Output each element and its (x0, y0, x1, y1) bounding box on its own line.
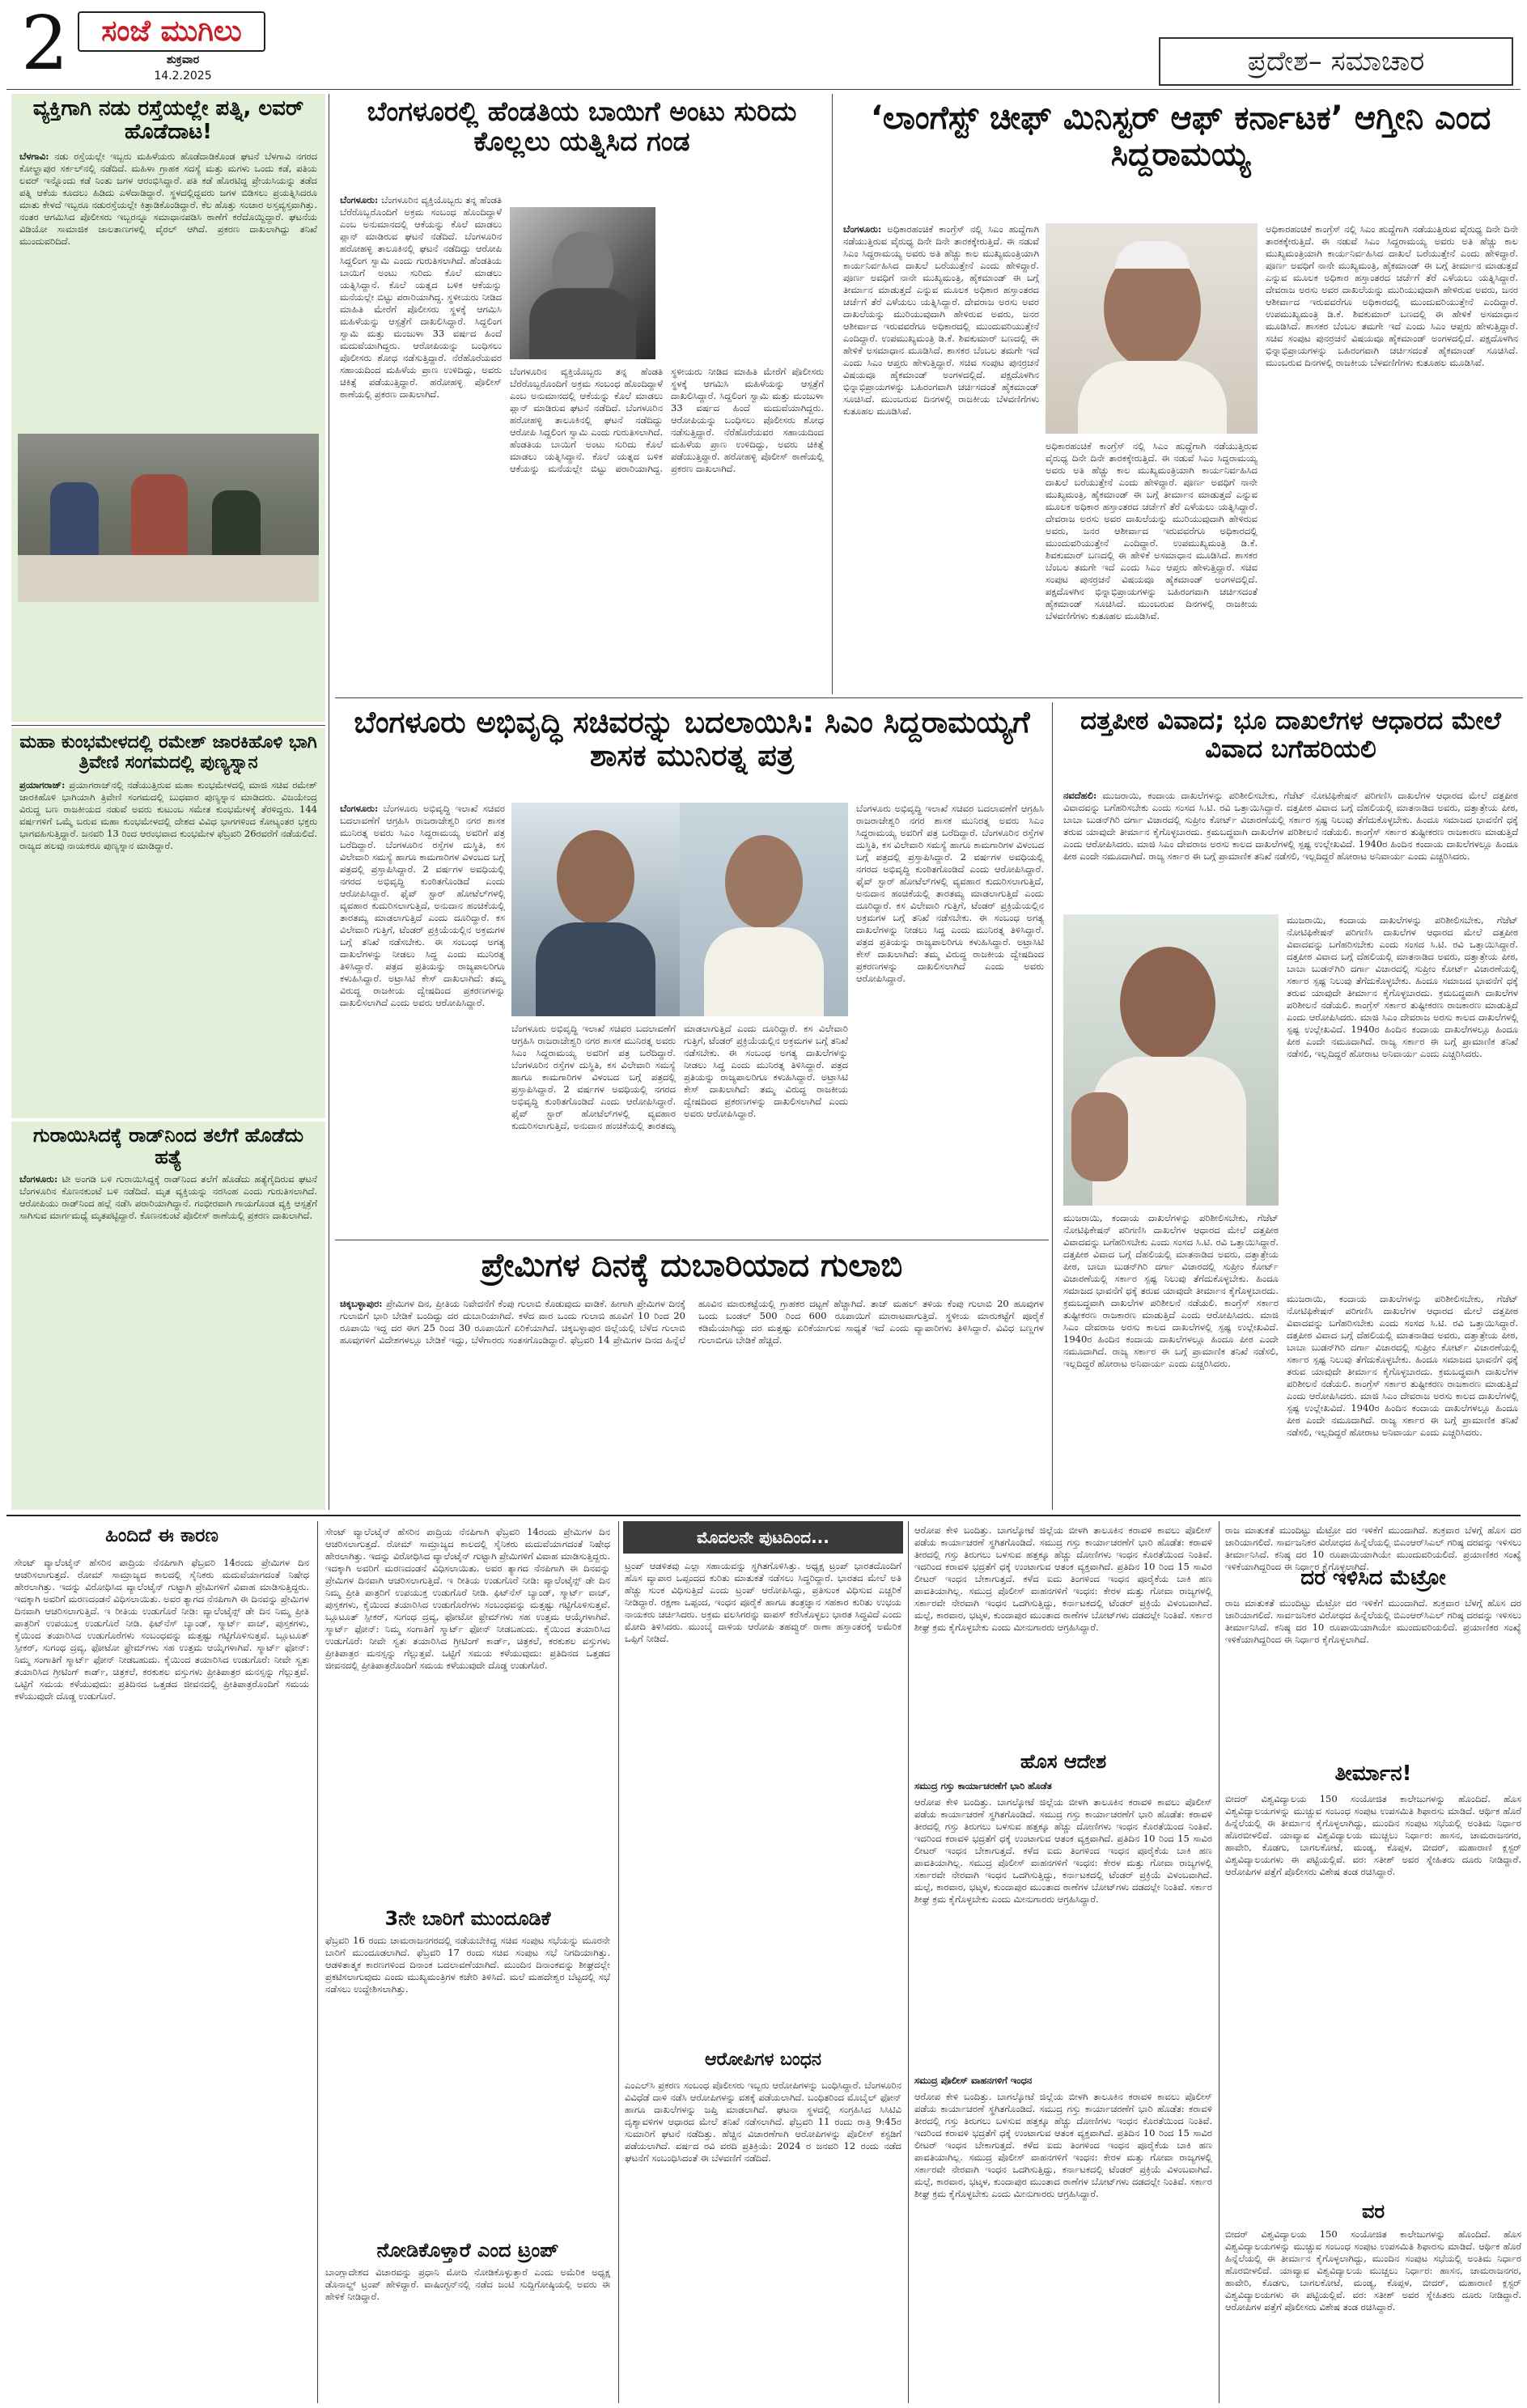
story-7-text-d: ಮುಜರಾಯಿ, ಕಂದಾಯ ದಾಖಲೆಗಳನ್ನು ಪರಿಶೀಲಿಸಬೇಕು, ಗೆಜೆಟ್ ನೋಟಿಫಿಕೇಷನ್ ಪರಿಗಣಿಸಿ ದಾಖಲೆಗಳ ಆಧಾರದ ಮೇಲೆ ದತ್ತಪೀಠ ವಿವಾದವನ್ನು ಬಗೆಹರಿಸಬೇಕು ಎಂದು ಸಂಸದ ಸಿ.ಟಿ. ರವಿ ಒತ್ತಾಯಿಸಿದ್ದಾರೆ. ದತ್ತಪೀಠ ವಿವಾದ ಬಗ್ಗೆ ದೆಹಲಿಯಲ್ಲಿ ಮಾತನಾಡಿದ ಅವರು, ದತ್ತಾತ್ರೇಯ ಪೀಠ, ಬಾಬಾ ಬುಡನ್‌ಗಿರಿ ದರ್ಗಾ ವಿಚಾರದಲ್ಲಿ ಸುಪ್ರೀಂ ಕೋರ್ಟ್ ವಿಚಾರಣೆಯಲ್ಲಿ ಸರ್ಕಾರ ಸ್ಪಷ್ಟ ನಿಲುವು ತೆಗೆದುಕೊಳ್ಳಬೇಕು. ಹಿಂದೂ ಸಮಾಜದ ಭಾವನೆಗೆ ಧಕ್ಕೆ ತರುವ ಯಾವುದೇ ತೀರ್ಮಾನ ಕೈಗೊಳ್ಳಬಾರದು. ಕ್ರಮಬದ್ಧವಾಗಿ ದಾಖಲೆಗಳ ಪರಿಶೀಲನೆ ನಡೆಯಲಿ. ಕಾಂಗ್ರೆಸ್ ಸರ್ಕಾರ ತುಷ್ಟೀಕರಣ ರಾಜಕಾರಣ ಮಾಡುತ್ತಿದೆ ಎಂದು ಆರೋಪಿಸಿದರು. ಮಾಜಿ ಸಿಎಂ ದೇವರಾಜ ಅರಸು ಕಾಲದ ದಾಖಲೆಗಳಲ್ಲಿ ಸ್ಪಷ್ಟ ಉಲ್ಲೇಖವಿದೆ. 1940ರ ಹಿಂದಿನ ಕಂದಾಯ ದಾಖಲೆಗಳಲ್ಲೂ ಹಿಂದೂ ಪೀಠ ಎಂದೇ ನಮೂದಾಗಿದೆ. ರಾಜ್ಯ ಸರ್ಕಾರ ಈ ಬಗ್ಗೆ ಪ್ರಾಮಾಣಿಕ ತನಿಖೆ ನಡೆಸಲಿ, ಇಲ್ಲದಿದ್ದರೆ ಹೋರಾಟ ಅನಿವಾರ್ಯ ಎಂದು ಎಚ್ಚರಿಸಿದರು. (1287, 1293, 1518, 1438)
story-6-headline: ಬೆಂಗಳೂರು ಅಭಿವೃದ್ಧಿ ಸಚಿವರನ್ನು ಬದಲಾಯಿಸಿ: ಸಿಎಂ ಸಿದ್ದರಾಮಯ್ಯಗೆ ಶಾಸಕ ಮುನಿರತ್ನ ಪತ್ರ (354, 705, 1030, 774)
story-1 (11, 94, 325, 722)
story-8-headline: ಪ್ರೇಮಿಗಳ ದಿನಕ್ಕೆ ದುಬಾರಿಯಾದ ಗುಲಾಬಿ (481, 1247, 903, 1284)
story-7-text: ಮುಜರಾಯಿ, ಕಂದಾಯ ದಾಖಲೆಗಳನ್ನು ಪರಿಶೀಲಿಸಬೇಕು, ಗೆಜೆಟ್ ನೋಟಿಫಿಕೇಷನ್ ಪರಿಗಣಿಸಿ ದಾಖಲೆಗಳ ಆಧಾರದ ಮೇಲೆ ದತ್ತಪೀಠ ವಿವಾದವನ್ನು ಬಗೆಹರಿಸಬೇಕು ಎಂದು ಸಂಸದ ಸಿ.ಟಿ. ರವಿ ಒತ್ತಾಯಿಸಿದ್ದಾರೆ. ದತ್ತಪೀಠ ವಿವಾದ ಬಗ್ಗೆ ದೆಹಲಿಯಲ್ಲಿ ಮಾತನಾಡಿದ ಅವರು, ದತ್ತಾತ್ರೇಯ ಪೀಠ, ಬಾಬಾ ಬುಡನ್‌ಗಿರಿ ದರ್ಗಾ ವಿಚಾರದಲ್ಲಿ ಸುಪ್ರೀಂ ಕೋರ್ಟ್ ವಿಚಾರಣೆಯಲ್ಲಿ ಸರ್ಕಾರ ಸ್ಪಷ್ಟ ನಿಲುವು ತೆಗೆದುಕೊಳ್ಳಬೇಕು. ಹಿಂದೂ ಸಮಾಜದ ಭಾವನೆಗೆ ಧಕ್ಕೆ ತರುವ ಯಾವುದೇ ತೀರ್ಮಾನ ಕೈಗೊಳ್ಳಬಾರದು. ಕ್ರಮಬದ್ಧವಾಗಿ ದಾಖಲೆಗಳ ಪರಿಶೀಲನೆ ನಡೆಯಲಿ. ಕಾಂಗ್ರೆಸ್ ಸರ್ಕಾರ ತುಷ್ಟೀಕರಣ ರಾಜಕಾರಣ ಮಾಡುತ್ತಿದೆ ಎಂದು ಆರೋಪಿಸಿದರು. ಮಾಜಿ ಸಿಎಂ ದೇವರಾಜ ಅರಸು ಕಾಲದ ದಾಖಲೆಗಳಲ್ಲಿ ಸ್ಪಷ್ಟ ಉಲ್ಲೇಖವಿದೆ. 1940ರ ಹಿಂದಿನ ಕಂದಾಯ ದಾಖಲೆಗಳಲ್ಲೂ ಹಿಂದೂ ಪೀಠ ಎಂದೇ ನಮೂದಾಗಿದೆ. ರಾಜ್ಯ ಸರ್ಕಾರ ಈ ಬಗ್ಗೆ ಪ್ರಾಮಾಣಿಕ ತನಿಖೆ ನಡೆಸಲಿ, ಇಲ್ಲದಿದ್ದರೆ ಹೋರಾಟ ಅನಿವಾರ್ಯ ಎಂದು ಎಚ್ಚರಿಸಿದರು. (1063, 790, 1519, 862)
story-6-body-b (511, 1023, 848, 1232)
story-13-subhead-2 (914, 2075, 1212, 2089)
story-3 (838, 94, 1523, 694)
story-6-body-a (340, 803, 505, 1232)
story-11 (322, 2236, 613, 2403)
paper-logo (78, 11, 265, 52)
story-7-text-b: ಮುಜರಾಯಿ, ಕಂದಾಯ ದಾಖಲೆಗಳನ್ನು ಪರಿಶೀಲಿಸಬೇಕು, ಗೆಜೆಟ್ ನೋಟಿಫಿಕೇಷನ್ ಪರಿಗಣಿಸಿ ದಾಖಲೆಗಳ ಆಧಾರದ ಮೇಲೆ ದತ್ತಪೀಠ ವಿವಾದವನ್ನು ಬಗೆಹರಿಸಬೇಕು ಎಂದು ಸಂಸದ ಸಿ.ಟಿ. ರವಿ ಒತ್ತಾಯಿಸಿದ್ದಾರೆ. ದತ್ತಪೀಠ ವಿವಾದ ಬಗ್ಗೆ ದೆಹಲಿಯಲ್ಲಿ ಮಾತನಾಡಿದ ಅವರು, ದತ್ತಾತ್ರೇಯ ಪೀಠ, ಬಾಬಾ ಬುಡನ್‌ಗಿರಿ ದರ್ಗಾ ವಿಚಾರದಲ್ಲಿ ಸುಪ್ರೀಂ ಕೋರ್ಟ್ ವಿಚಾರಣೆಯಲ್ಲಿ ಸರ್ಕಾರ ಸ್ಪಷ್ಟ ನಿಲುವು ತೆಗೆದುಕೊಳ್ಳಬೇಕು. ಹಿಂದೂ ಸಮಾಜದ ಭಾವನೆಗೆ ಧಕ್ಕೆ ತರುವ ಯಾವುದೇ ತೀರ್ಮಾನ ಕೈಗೊಳ್ಳಬಾರದು. ಕ್ರಮಬದ್ಧವಾಗಿ ದಾಖಲೆಗಳ ಪರಿಶೀಲನೆ ನಡೆಯಲಿ. ಕಾಂಗ್ರೆಸ್ ಸರ್ಕಾರ ತುಷ್ಟೀಕರಣ ರಾಜಕಾರಣ ಮಾಡುತ್ತಿದೆ ಎಂದು ಆರೋಪಿಸಿದರು. ಮಾಜಿ ಸಿಎಂ ದೇವರಾಜ ಅರಸು ಕಾಲದ ದಾಖಲೆಗಳಲ್ಲಿ ಸ್ಪಷ್ಟ ಉಲ್ಲೇಖವಿದೆ. 1940ರ ಹಿಂದಿನ ಕಂದಾಯ ದಾಖಲೆಗಳಲ್ಲೂ ಹಿಂದೂ ಪೀಠ ಎಂದೇ ನಮೂದಾಗಿದೆ. ರಾಜ್ಯ ಸರ್ಕಾರ ಈ ಬಗ್ಗೆ ಪ್ರಾಮಾಣಿಕ ತನಿಖೆ ನಡೆಸಲಿ, ಇಲ್ಲದಿದ್ದರೆ ಹೋರಾಟ ಅನಿವಾರ್ಯ ಎಂದು ಎಚ್ಚರಿಸಿದರು. (1287, 914, 1518, 1059)
continued-title: ಮೊದಲನೇ ಪುಟದಿಂದ... (697, 1528, 829, 1547)
story-6-text: ಬೆಂಗಳೂರು ಅಭಿವೃದ್ಧಿ ಇಲಾಖೆ ಸಚಿವರ ಬದಲಾವಣೆಗೆ ಆಗ್ರಹಿಸಿ ರಾಜರಾಜೇಶ್ವರಿ ನಗರ ಶಾಸಕ ಮುನಿರತ್ನ ಅವರು ಸಿಎಂ ಸಿದ್ದರಾಮಯ್ಯ ಅವರಿಗೆ ಪತ್ರ ಬರೆದಿದ್ದಾರೆ. ಬೆಂಗಳೂರಿನ ರಸ್ತೆಗಳ ದುಸ್ಥಿತಿ, ಕಸ ವಿಲೇವಾರಿ ಸಮಸ್ಯೆ ಹಾಗೂ ಕಾಮಗಾರಿಗಳ ವಿಳಂಬದ ಬಗ್ಗೆ ಪತ್ರದಲ್ಲಿ ಪ್ರಸ್ತಾಪಿಸಿದ್ದಾರೆ. 2 ವರ್ಷಗಳ ಅವಧಿಯಲ್ಲಿ ನಗರದ ಅಭಿವೃದ್ಧಿ ಕುಂಠಿತಗೊಂಡಿದೆ ಎಂದು ಆರೋಪಿಸಿದ್ದಾರೆ. ಫೈವ್ ಸ್ಟಾರ್ ಹೋಟೆಲ್‌ಗಳಲ್ಲಿ ವ್ಯವಹಾರ ಕುದುರಿಸಲಾಗುತ್ತಿದೆ, ಅನುದಾನ ಹಂಚಿಕೆಯಲ್ಲಿ ತಾರತಮ್ಯ ಮಾಡಲಾಗುತ್ತಿದೆ ಎಂದು ದೂರಿದ್ದಾರೆ. ಕಸ ವಿಲೇವಾರಿ ಗುತ್ತಿಗೆ, ಟೆಂಡರ್ ಪ್ರಕ್ರಿಯೆಯಲ್ಲಿನ ಅಕ್ರಮಗಳ ಬಗ್ಗೆ ತನಿಖೆ ನಡೆಸಬೇಕು. ಈ ಸಂಬಂಧ ಅಗತ್ಯ ದಾಖಲೆಗಳನ್ನು ನೀಡಲು ಸಿದ್ಧ ಎಂದು ಮುನಿರತ್ನ ತಿಳಿಸಿದ್ದಾರೆ. ಪತ್ರದ ಪ್ರತಿಯನ್ನು ರಾಜ್ಯಪಾಲರಿಗೂ ಕಳುಹಿಸಿದ್ದಾರೆ. ಅಟ್ರಾಸಿಟಿ ಕೇಸ್ ದಾಖಲಾಗಿದೆ: ತಮ್ಮ ವಿರುದ್ಧ ರಾಜಕೀಯ ದ್ವೇಷದಿಂದ ಪ್ರಕರಣಗಳನ್ನು ದಾಖಲಿಸಲಾಗಿದೆ ಎಂದು ಅವರು ಆರೋಪಿಸಿದ್ದಾರೆ. (340, 803, 506, 1008)
story-3-photo (1046, 223, 1258, 434)
story-14-body-b (1225, 1597, 1521, 1759)
story-7-body-a (1063, 790, 1518, 908)
story-2-photo (510, 207, 655, 359)
story-2-dateline: ಬೆಂಗಳೂರು: (340, 194, 379, 206)
story-1-dateline: ಬೆಳಗಾವಿ: (19, 150, 49, 163)
story-8-text: ಪ್ರೇಮಿಗಳ ದಿನ, ಪ್ರೀತಿಯ ನಿವೇದನೆಗೆ ಕೆಂಪು ಗುಲಾಬಿ ಕೊಡುವುದು ವಾಡಿಕೆ. ಹೀಗಾಗಿ ಪ್ರೇಮಿಗಳ ದಿನಕ್ಕೆ ಗುಲಾಬಿಗೆ ಭಾರಿ ಬೇಡಿಕೆ ಬಂದಿದ್ದು ದರ ದುಬಾರಿಯಾಗಿದೆ. ಕಳೆದ ವಾರ ಒಂದು ಗುಲಾಬಿ ಹೂವಿಗೆ 10 ರಿಂದ 20 ರೂಪಾಯಿ ಇದ್ದ ದರ ಈಗ 25 ರಿಂದ 30 ರೂಪಾಯಿಗೆ ಏರಿಕೆಯಾಗಿದೆ. ಚಿಕ್ಕಬಳ್ಳಾಪುರ ಜಿಲ್ಲೆಯಲ್ಲಿ ಬೆಳೆದ ಗುಲಾಬಿ ಹೂವುಗಳಿಗೆ ವಿದೇಶಗಳಲ್ಲೂ ಬೇಡಿಕೆ ಇದ್ದು, ಬೆಳೆಗಾರರು ಸಂತಸಗೊಂಡಿದ್ದಾರೆ. ಫೆಬ್ರವರಿ 14 ಪ್ರೇಮಿಗಳ ದಿನದ ಹಿನ್ನೆಲೆ ಹೂವಿನ ಮಾರುಕಟ್ಟೆಯಲ್ಲಿ ಗ್ರಾಹಕರ ದಟ್ಟಣೆ ಹೆಚ್ಚಾಗಿದೆ. ತಾಜ್ ಮಹಲ್ ತಳಿಯ ಕೆಂಪು ಗುಲಾಬಿ 20 ಹೂವುಗಳ ಒಂದು ಬಂಡಲ್ 500 ರಿಂದ 600 ರೂಪಾಯಿಗೆ ಮಾರಾಟವಾಗುತ್ತಿದೆ. ಸ್ಥಳೀಯ ಮಾರುಕಟ್ಟೆಗೆ ಪೂರೈಕೆ ಕಡಿಮೆಯಾಗಿದ್ದು ದರ ಮತ್ತಷ್ಟು ಏರಿಕೆಯಾಗುವ ಸಾಧ್ಯತೆ ಇದೆ ಎಂದು ವ್ಯಾಪಾರಿಗಳು ತಿಳಿಸಿದ್ದಾರೆ. ವಿವಿಧ ಬಣ್ಣಗಳ ಗುಲಾಬಿಗೂ ಬೇಡಿಕೆ ಹೆಚ್ಚಿದೆ. (340, 1298, 1044, 1346)
story-7-dateline: ನವದೆಹಲಿ: (1063, 790, 1097, 801)
story-7-photo (1063, 914, 1279, 1206)
story-14-subhead: ತೀರ್ಮಾನ! (1334, 1761, 1412, 1786)
story-3-text: ಅಧಿಕಾರಹಂಚಿಕೆ ಕಾಂಗ್ರೆಸ್ ನಲ್ಲಿ ಸಿಎಂ ಹುದ್ದೆಗಾಗಿ ನಡೆಯುತ್ತಿರುವ ವೈರುಧ್ಯ ದಿನೇ ದಿನೇ ತಾರಕಕ್ಕೇರುತ್ತಿದೆ. ಈ ನಡುವೆ ಸಿಎಂ ಸಿದ್ದರಾಮಯ್ಯ ಅವರು ಅತಿ ಹೆಚ್ಚು ಕಾಲ ಮುಖ್ಯಮಂತ್ರಿಯಾಗಿ ಕಾರ್ಯನಿರ್ವಹಿಸಿದ ದಾಖಲೆ ಬರೆಯುತ್ತೇನೆ ಎಂದು ಹೇಳಿದ್ದಾರೆ. ಪೂರ್ಣ ಅವಧಿಗೆ ನಾನೇ ಮುಖ್ಯಮಂತ್ರಿ, ಹೈಕಮಾಂಡ್ ಈ ಬಗ್ಗೆ ತೀರ್ಮಾನ ಮಾಡುತ್ತದೆ ಎನ್ನುವ ಮೂಲಕ ಅಧಿಕಾರ ಹಸ್ತಾಂತರದ ಚರ್ಚೆಗೆ ತೆರೆ ಎಳೆಯಲು ಯತ್ನಿಸಿದ್ದಾರೆ. ದೇವರಾಜ ಅರಸು ಅವರ ದಾಖಲೆಯನ್ನು ಮುರಿಯುವುದಾಗಿ ಹೇಳಿರುವ ಅವರು, ಜನರ ಆಶೀರ್ವಾದ ಇರುವವರೆಗೂ ಅಧಿಕಾರದಲ್ಲಿ ಮುಂದುವರಿಯುತ್ತೇನೆ ಎಂದಿದ್ದಾರೆ. ಉಪಮುಖ್ಯಮಂತ್ರಿ ಡಿ.ಕೆ. ಶಿವಕುಮಾರ್ ಬಣದಲ್ಲಿ ಈ ಹೇಳಿಕೆ ಅಸಮಾಧಾನ ಮೂಡಿಸಿದೆ. ಶಾಸಕರ ಬೆಂಬಲ ತಮಗೇ ಇದೆ ಎಂದು ಸಿಎಂ ಆಪ್ತರು ಹೇಳುತ್ತಿದ್ದಾರೆ. ಸಚಿವ ಸಂಪುಟ ಪುನರ್ರಚನೆ ವಿಷಯವೂ ಹೈಕಮಾಂಡ್ ಅಂಗಳದಲ್ಲಿದೆ. ಪಕ್ಷದೊಳಗಿನ ಭಿನ್ನಾಭಿಪ್ರಾಯಗಳನ್ನು ಬಹಿರಂಗವಾಗಿ ಚರ್ಚಿಸದಂತೆ ಹೈಕಮಾಂಡ್ ಸೂಚಿಸಿದೆ. ಮುಂಬರುವ ದಿನಗಳಲ್ಲಿ ರಾಜಕೀಯ ಬೆಳವಣಿಗೆಗಳು ಕುತೂಹಲ ಮೂಡಿಸಿವೆ. (843, 223, 1039, 417)
story-3-body-b (1046, 440, 1258, 686)
section-title: ಪ್ರದೇಶ– ಸಮಾಚಾರ (1247, 45, 1425, 78)
story-13-body-b (914, 1796, 1212, 2071)
story-13-body-a (914, 1524, 1212, 1748)
story-14 (1224, 1521, 1523, 2403)
story-11-headline: ನೋಡಿಕೊಳ್ತಾರೆ ಎಂದ ಟ್ರಂಪ್ (376, 2239, 559, 2262)
story-2 (335, 94, 829, 694)
story-3-text-c: ಅಧಿಕಾರಹಂಚಿಕೆ ಕಾಂಗ್ರೆಸ್ ನಲ್ಲಿ ಸಿಎಂ ಹುದ್ದೆಗಾಗಿ ನಡೆಯುತ್ತಿರುವ ವೈರುಧ್ಯ ದಿನೇ ದಿನೇ ತಾರಕಕ್ಕೇರುತ್ತಿದೆ. ಈ ನಡುವೆ ಸಿಎಂ ಸಿದ್ದರಾಮಯ್ಯ ಅವರು ಅತಿ ಹೆಚ್ಚು ಕಾಲ ಮುಖ್ಯಮಂತ್ರಿಯಾಗಿ ಕಾರ್ಯನಿರ್ವಹಿಸಿದ ದಾಖಲೆ ಬರೆಯುತ್ತೇನೆ ಎಂದು ಹೇಳಿದ್ದಾರೆ. ಪೂರ್ಣ ಅವಧಿಗೆ ನಾನೇ ಮುಖ್ಯಮಂತ್ರಿ, ಹೈಕಮಾಂಡ್ ಈ ಬಗ್ಗೆ ತೀರ್ಮಾನ ಮಾಡುತ್ತದೆ ಎನ್ನುವ ಮೂಲಕ ಅಧಿಕಾರ ಹಸ್ತಾಂತರದ ಚರ್ಚೆಗೆ ತೆರೆ ಎಳೆಯಲು ಯತ್ನಿಸಿದ್ದಾರೆ. ದೇವರಾಜ ಅರಸು ಅವರ ದಾಖಲೆಯನ್ನು ಮುರಿಯುವುದಾಗಿ ಹೇಳಿರುವ ಅವರು, ಜನರ ಆಶೀರ್ವಾದ ಇರುವವರೆಗೂ ಅಧಿಕಾರದಲ್ಲಿ ಮುಂದುವರಿಯುತ್ತೇನೆ ಎಂದಿದ್ದಾರೆ. ಉಪಮುಖ್ಯಮಂತ್ರಿ ಡಿ.ಕೆ. ಶಿವಕುಮಾರ್ ಬಣದಲ್ಲಿ ಈ ಹೇಳಿಕೆ ಅಸಮಾಧಾನ ಮೂಡಿಸಿದೆ. ಶಾಸಕರ ಬೆಂಬಲ ತಮಗೇ ಇದೆ ಎಂದು ಸಿಎಂ ಆಪ್ತರು ಹೇಳುತ್ತಿದ್ದಾರೆ. ಸಚಿವ ಸಂಪುಟ ಪುನರ್ರಚನೆ ವಿಷಯವೂ ಹೈಕಮಾಂಡ್ ಅಂಗಳದಲ್ಲಿದೆ. ಪಕ್ಷದೊಳಗಿನ ಭಿನ್ನಾಭಿಪ್ರಾಯಗಳನ್ನು ಬಹಿರಂಗವಾಗಿ ಚರ್ಚಿಸದಂತೆ ಹೈಕಮಾಂಡ್ ಸೂಚಿಸಿದೆ. ಮುಂಬರುವ ದಿನಗಳಲ್ಲಿ ರಾಜಕೀಯ ಬೆಳವಣಿಗೆಗಳು ಕುತೂಹಲ ಮೂಡಿಸಿವೆ. (1266, 223, 1518, 368)
story-10-text: ಫೆಬ್ರವರಿ 16 ರಂದು ಚಾಮರಾಜನಗರದಲ್ಲಿ ನಡೆಯಬೇಕಿದ್ದ ಸಚಿವ ಸಂಪುಟ ಸಭೆಯನ್ನು ಮೂರನೇ ಬಾರಿಗೆ ಮುಂದೂಡಲಾಗಿದೆ. ಫೆಬ್ರವರಿ 17 ರಂದು ಸಚಿವ ಸಂಪುಟ ಸಭೆ ನಿಗದಿಯಾಗಿತ್ತು. ಆಡಳಿತಾತ್ಮಕ ಕಾರಣಗಳಿಂದ ದಿನಾಂಕ ಬದಲಾವಣೆಯಾಗಿದೆ. ಮುಂದಿನ ದಿನಾಂಕವನ್ನು ಶೀಘ್ರದಲ್ಲೇ ಪ್ರಕಟಿಸಲಾಗುವುದು ಎಂದು ಮುಖ್ಯಮಂತ್ರಿಗಳ ಕಚೇರಿ ತಿಳಿಸಿದೆ. ಮಲೆ ಮಹದೇಶ್ವರ ಬೆಟ್ಟದಲ್ಲಿ ಸಭೆ ನಡೆಸಲು ಉದ್ದೇಶಿಸಲಾಗಿತ್ತು. (325, 1934, 610, 1995)
story-14-body-d (1225, 2228, 1521, 2398)
story-3-dateline: ಬೆಂಗಳೂರು: (843, 223, 882, 235)
story-3-body-a (843, 223, 1039, 686)
story-6-body-c (856, 803, 1044, 1232)
section-banner (1159, 37, 1513, 86)
story-7-body-b (1287, 914, 1518, 1287)
story-14-text-b: ರಾಜ ಮಾತುಕತೆ ಮುಂದಿಟ್ಟು ಮೆಟ್ರೋ ದರ ಇಳಿಕೆಗೆ ಮುಂದಾಗಿದೆ. ಶುಕ್ರವಾರ ಬೆಳಗ್ಗೆ ಹೊಸ ದರ ಜಾರಿಯಾಗಲಿದೆ. ಸಾರ್ವಜನಿಕರ ವಿರೋಧದ ಹಿನ್ನೆಲೆಯಲ್ಲಿ ಬಿಎಂಆರ್‌ಸಿಎಲ್ ಗರಿಷ್ಠ ದರವನ್ನು ಇಳಿಸಲು ತೀರ್ಮಾನಿಸಿದೆ. ಕನಿಷ್ಠ ದರ 10 ರೂಪಾಯಿಯಾಗಿಯೇ ಮುಂದುವರಿಯಲಿದೆ. ಪ್ರಯಾಣಿಕರ ಸಂಖ್ಯೆ ಇಳಿಕೆಯಾಗಿದ್ದರಿಂದ ಈ ನಿರ್ಧಾರ ಕೈಗೊಳ್ಳಲಾಗಿದೆ. (1225, 1597, 1521, 1645)
continued-banner (623, 1521, 903, 1554)
issue-date: 14.2.2025 (154, 70, 212, 83)
page-number: 2 (21, 0, 69, 87)
story-9-cont (322, 1521, 613, 1901)
story-5 (11, 1121, 325, 1510)
story-2-body-cont (510, 366, 824, 688)
story-2-body (340, 194, 502, 688)
story-4-dateline: ಪ್ರಯಾಗರಾಜ್: (19, 779, 66, 791)
story-5-body (11, 1172, 325, 1482)
story-13-text-a: ಆರೋಪ ಕೇಳಿ ಬಂದಿತ್ತು. ಬಾಗಲ್ಕೋಟೆ ಜಿಲ್ಲೆಯ ಬೀಳಗಿ ತಾಲೂಕಿನ ಕರಾವಳಿ ಕಾವಲು ಪೊಲೀಸ್ ಪಡೆಯ ಕಾರ್ಯಾಚರಣೆ ಸ್ಥಗಿತಗೊಂಡಿದೆ. ಸಮುದ್ರ ಗಸ್ತು ಕಾರ್ಯಾಚರಣೆಗೆ ಭಾರಿ ಹೊಡೆತ: ಕರಾವಳಿ ತೀರದಲ್ಲಿ ಗಸ್ತು ತಿರುಗಲು ಬಳಸುವ ಹತ್ತಕ್ಕೂ ಹೆಚ್ಚು ದೋಣಿಗಳು ಇಂಧನ ಕೊರತೆಯಿಂದ ನಿಂತಿವೆ. ಇದರಿಂದ ಕರಾವಳಿ ಭದ್ರತೆಗೆ ಧಕ್ಕೆ ಉಂಟಾಗುವ ಆತಂಕ ವ್ಯಕ್ತವಾಗಿದೆ. ಪ್ರತಿದಿನ 10 ರಿಂದ 15 ಸಾವಿರ ಲೀಟರ್ ಇಂಧನ ಬೇಕಾಗುತ್ತದೆ. ಕಳೆದ ಐದು ತಿಂಗಳಿಂದ ಇಂಧನ ಪೂರೈಕೆಯ ಬಾಕಿ ಹಣ ಪಾವತಿಯಾಗಿಲ್ಲ. ಸಮುದ್ರ ಪೊಲೀಸ್ ವಾಹನಗಳಿಗೆ ಇಂಧನ: ಕೇರಳ ಮತ್ತು ಗೋವಾ ರಾಜ್ಯಗಳಲ್ಲಿ ಸರ್ಕಾರವೇ ನೇರವಾಗಿ ಇಂಧನ ಒದಗಿಸುತ್ತಿದ್ದು, ಕರ್ನಾಟಕದಲ್ಲಿ ಟೆಂಡರ್ ಪ್ರಕ್ರಿಯೆ ವಿಳಂಬವಾಗಿದೆ. ಮಲ್ಪೆ, ಕಾರವಾರ, ಭಟ್ಕಳ, ಕುಂದಾಪುರ ಮುಂತಾದ ಠಾಣೆಗಳ ಬೋಟ್‌ಗಳು ದಡದಲ್ಲೇ ನಿಂತಿವೆ. ಸರ್ಕಾರ ಶೀಘ್ರ ಕ್ರಮ ಕೈಗೊಳ್ಳಬೇಕು ಎಂದು ಮೀನುಗಾರರು ಆಗ್ರಹಿಸಿದ್ದಾರೆ. (914, 1524, 1212, 1633)
story-12-subhead-1: ಆರೋಪಿಗಳ ಬಂಧನ (704, 2050, 822, 2070)
story-12-text-1: ಟ್ರಂಪ್ ಆಡಳಿತವು ಎಲ್ಲಾ ಸಹಾಯವನ್ನು ಸ್ಥಗಿತಗೊಳಿಸಿತ್ತು. ಅಧ್ಯಕ್ಷ ಟ್ರಂಪ್ ಭಾರತದೊಂದಿಗೆ ಹೊಸ ವ್ಯಾಪಾರ ಒಪ್ಪಂದದ ಕುರಿತು ಮಾತುಕತೆ ನಡೆಸಲು ಸಿದ್ಧರಿದ್ದಾರೆ. ಭಾರತದ ಮೇಲೆ ಅತಿ ಹೆಚ್ಚು ಸುಂಕ ವಿಧಿಸುತ್ತಿದೆ ಎಂದು ಟ್ರಂಪ್ ಆರೋಪಿಸಿದ್ದು, ಪ್ರತಿಸುಂಕ ವಿಧಿಸುವ ಎಚ್ಚರಿಕೆ ನೀಡಿದ್ದಾರೆ. ರಕ್ಷಣಾ ಒಪ್ಪಂದ, ಇಂಧನ ಪೂರೈಕೆ ಹಾಗೂ ತಂತ್ರಜ್ಞಾನ ಸಹಕಾರ ಕುರಿತು ಉಭಯ ನಾಯಕರು ಚರ್ಚಿಸಿದರು. ಅಕ್ರಮ ವಲಸಿಗರನ್ನು ವಾಪಸ್ ಕರೆಸಿಕೊಳ್ಳಲು ಭಾರತ ಸಿದ್ಧವಿದೆ ಎಂದು ಮೋದಿ ತಿಳಿಸಿದರು. ಮುಂಬೈ ದಾಳಿಯ ಆರೋಪಿ ತಹವ್ವುರ್ ರಾಣಾ ಹಸ್ತಾಂತರಕ್ಕೆ ಅಮೆರಿಕ ಒಪ್ಪಿಗೆ ನೀಡಿದೆ. (625, 1560, 901, 1644)
story-12-body-1 (625, 1560, 901, 2047)
story-6-text-c: ಬೆಂಗಳೂರು ಅಭಿವೃದ್ಧಿ ಇಲಾಖೆ ಸಚಿವರ ಬದಲಾವಣೆಗೆ ಆಗ್ರಹಿಸಿ ರಾಜರಾಜೇಶ್ವರಿ ನಗರ ಶಾಸಕ ಮುನಿರತ್ನ ಅವರು ಸಿಎಂ ಸಿದ್ದರಾಮಯ್ಯ ಅವರಿಗೆ ಪತ್ರ ಬರೆದಿದ್ದಾರೆ. ಬೆಂಗಳೂರಿನ ರಸ್ತೆಗಳ ದುಸ್ಥಿತಿ, ಕಸ ವಿಲೇವಾರಿ ಸಮಸ್ಯೆ ಹಾಗೂ ಕಾಮಗಾರಿಗಳ ವಿಳಂಬದ ಬಗ್ಗೆ ಪತ್ರದಲ್ಲಿ ಪ್ರಸ್ತಾಪಿಸಿದ್ದಾರೆ. 2 ವರ್ಷಗಳ ಅವಧಿಯಲ್ಲಿ ನಗರದ ಅಭಿವೃದ್ಧಿ ಕುಂಠಿತಗೊಂಡಿದೆ ಎಂದು ಆರೋಪಿಸಿದ್ದಾರೆ. ಫೈವ್ ಸ್ಟಾರ್ ಹೋಟೆಲ್‌ಗಳಲ್ಲಿ ವ್ಯವಹಾರ ಕುದುರಿಸಲಾಗುತ್ತಿದೆ, ಅನುದಾನ ಹಂಚಿಕೆಯಲ್ಲಿ ತಾರತಮ್ಯ ಮಾಡಲಾಗುತ್ತಿದೆ ಎಂದು ದೂರಿದ್ದಾರೆ. ಕಸ ವಿಲೇವಾರಿ ಗುತ್ತಿಗೆ, ಟೆಂಡರ್ ಪ್ರಕ್ರಿಯೆಯಲ್ಲಿನ ಅಕ್ರಮಗಳ ಬಗ್ಗೆ ತನಿಖೆ ನಡೆಸಬೇಕು. ಈ ಸಂಬಂಧ ಅಗತ್ಯ ದಾಖಲೆಗಳನ್ನು ನೀಡಲು ಸಿದ್ಧ ಎಂದು ಮುನಿರತ್ನ ತಿಳಿಸಿದ್ದಾರೆ. ಪತ್ರದ ಪ್ರತಿಯನ್ನು ರಾಜ್ಯಪಾಲರಿಗೂ ಕಳುಹಿಸಿದ್ದಾರೆ. ಅಟ್ರಾಸಿಟಿ ಕೇಸ್ ದಾಖಲಾಗಿದೆ: ತಮ್ಮ ವಿರುದ್ಧ ರಾಜಕೀಯ ದ್ವೇಷದಿಂದ ಪ್ರಕರಣಗಳನ್ನು ದಾಖಲಿಸಲಾಗಿದೆ ಎಂದು ಅವರು ಆರೋಪಿಸಿದ್ದಾರೆ. (856, 803, 1044, 984)
story-9 (11, 1521, 312, 2403)
story-2-text-cont: ಬೆಂಗಳೂರಿನ ವ್ಯಕ್ತಿಯೊಬ್ಬರು ತನ್ನ ಹೆಂಡತಿ ಬೆರೆರೊಬ್ಬರೊಂದಿಗೆ ಅಕ್ರಮ ಸಂಬಂಧ ಹೊಂದಿದ್ದಾಳೆ ಎಂಬ ಅನುಮಾನದಲ್ಲಿ ಆಕೆಯನ್ನು ಕೊಲೆ ಮಾಡಲು ಪ್ಲಾನ್ ಮಾಡಿರುವ ಘಟನೆ ನಡೆದಿದೆ. ಬೆಂಗಳೂರಿನ ಹರೋಹಳ್ಳಿ ತಾಲೂಕಿನಲ್ಲಿ ಘಟನೆ ನಡೆದಿದ್ದು ಆರೋಪಿ ಸಿದ್ದಲಿಂಗ ಸ್ವಾಮಿ ಎಂದು ಗುರುತಿಸಲಾಗಿದೆ. ಹೆಂಡತಿಯ ಬಾಯಿಗೆ ಅಂಟು ಸುರಿದು ಕೊಲೆ ಮಾಡಲು ಯತ್ನಿಸಿದ್ದಾನೆ. ಕೊಲೆ ಯತ್ನದ ಬಳಿಕ ಆಕೆಯನ್ನು ಮನೆಯಲ್ಲೇ ಬಿಟ್ಟು ಪರಾರಿಯಾಗಿದ್ದ. ಸ್ಥಳೀಯರು ನೀಡಿದ ಮಾಹಿತಿ ಮೇರೆಗೆ ಪೊಲೀಸರು ಸ್ಥಳಕ್ಕೆ ಆಗಮಿಸಿ ಮಹಿಳೆಯನ್ನು ಆಸ್ಪತ್ರೆಗೆ ದಾಖಲಿಸಿದ್ದಾರೆ. ಸಿದ್ದಲಿಂಗ ಸ್ವಾಮಿ ಮತ್ತು ಮಂಜುಳಾ 33 ವರ್ಷದ ಹಿಂದೆ ಮದುವೆಯಾಗಿದ್ದರು. ಆರೋಪಿಯನ್ನು ಬಂಧಿಸಲು ಪೊಲೀಸರು ಶೋಧ ನಡೆಸುತ್ತಿದ್ದಾರೆ. ನೆರೆಹೊರೆಯವರ ಸಹಾಯದಿಂದ ಮಹಿಳೆಯ ಪ್ರಾಣ ಉಳಿದಿದ್ದು, ಅವರು ಚಿಕಿತ್ಸೆ ಪಡೆಯುತ್ತಿದ್ದಾರೆ. ಹರೋಹಳ್ಳಿ ಪೊಲೀಸ್ ಠಾಣೆಯಲ್ಲಿ ಪ್ರಕರಣ ದಾಖಲಾಗಿದೆ. (510, 366, 824, 474)
story-13-text-c: ಆರೋಪ ಕೇಳಿ ಬಂದಿತ್ತು. ಬಾಗಲ್ಕೋಟೆ ಜಿಲ್ಲೆಯ ಬೀಳಗಿ ತಾಲೂಕಿನ ಕರಾವಳಿ ಕಾವಲು ಪೊಲೀಸ್ ಪಡೆಯ ಕಾರ್ಯಾಚರಣೆ ಸ್ಥಗಿತಗೊಂಡಿದೆ. ಸಮುದ್ರ ಗಸ್ತು ಕಾರ್ಯಾಚರಣೆಗೆ ಭಾರಿ ಹೊಡೆತ: ಕರಾವಳಿ ತೀರದಲ್ಲಿ ಗಸ್ತು ತಿರುಗಲು ಬಳಸುವ ಹತ್ತಕ್ಕೂ ಹೆಚ್ಚು ದೋಣಿಗಳು ಇಂಧನ ಕೊರತೆಯಿಂದ ನಿಂತಿವೆ. ಇದರಿಂದ ಕರಾವಳಿ ಭದ್ರತೆಗೆ ಧಕ್ಕೆ ಉಂಟಾಗುವ ಆತಂಕ ವ್ಯಕ್ತವಾಗಿದೆ. ಪ್ರತಿದಿನ 10 ರಿಂದ 15 ಸಾವಿರ ಲೀಟರ್ ಇಂಧನ ಬೇಕಾಗುತ್ತದೆ. ಕಳೆದ ಐದು ತಿಂಗಳಿಂದ ಇಂಧನ ಪೂರೈಕೆಯ ಬಾಕಿ ಹಣ ಪಾವತಿಯಾಗಿಲ್ಲ. ಸಮುದ್ರ ಪೊಲೀಸ್ ವಾಹನಗಳಿಗೆ ಇಂಧನ: ಕೇರಳ ಮತ್ತು ಗೋವಾ ರಾಜ್ಯಗಳಲ್ಲಿ ಸರ್ಕಾರವೇ ನೇರವಾಗಿ ಇಂಧನ ಒದಗಿಸುತ್ತಿದ್ದು, ಕರ್ನಾಟಕದಲ್ಲಿ ಟೆಂಡರ್ ಪ್ರಕ್ರಿಯೆ ವಿಳಂಬವಾಗಿದೆ. ಮಲ್ಪೆ, ಕಾರವಾರ, ಭಟ್ಕಳ, ಕುಂದಾಪುರ ಮುಂತಾದ ಠಾಣೆಗಳ ಬೋಟ್‌ಗಳು ದಡದಲ್ಲೇ ನಿಂತಿವೆ. ಸರ್ಕಾರ ಶೀಘ್ರ ಕ್ರಮ ಕೈಗೊಳ್ಳಬೇಕು ಎಂದು ಮೀನುಗಾರರು ಆಗ್ರಹಿಸಿದ್ದಾರೆ. (914, 2091, 1212, 2199)
story-14-headline: ದರ ಇಳಿಸಿದ ಮೆಟ್ರೋ (1300, 1566, 1446, 1590)
story-6-photo (511, 803, 848, 1016)
story-13-body-c (914, 2091, 1212, 2398)
story-1-text: ನಡು ರಸ್ತೆಯಲ್ಲೇ ಇಬ್ಬರು ಮಹಿಳೆಯರು ಹೊಡೆದಾಡಿಕೊಂಡ ಘಟನೆ ಬೆಳಗಾವಿ ನಗರದ ಕೋಲ್ಹಾಪುರ ಸರ್ಕಲ್‌ನಲ್ಲಿ ನಡೆದಿದೆ. ಮಹಿಳಾ ಗ್ರಾಹಕ ಸದಸ್ಯೆ ಮತ್ತು ಮಗಳು ಒಂದು ಕಡೆ, ಪತಿಯ ಲವರ್ ಇನ್ನೊಂದು ಕಡೆ ನಿಂತು ಜಗಳ ಆರಂಭಿಸಿದ್ದಾರೆ. ಪತಿ ಕಡೆ ಹೊರಟಿದ್ದ ಪ್ರೇಯಸಿಯನ್ನು ತಡೆದ ಪತ್ನಿ ಆಕೆಯ ಕೂದಲು ಹಿಡಿದು ಎಳೆದಾಡಿದ್ದಾರೆ. ಸ್ಥಳದಲ್ಲಿದ್ದವರು ಜಗಳ ಬಿಡಿಸಲು ಪ್ರಯತ್ನಿಸಿದರೂ ಮಾತು ಕೇಳದೆ ಇಬ್ಬರೂ ನಡುರಸ್ತೆಯಲ್ಲೇ ಕಿತ್ತಾಡಿಕೊಂಡಿದ್ದಾರೆ. ಕೆಲ ಹೊತ್ತು ಸಂಚಾರ ಅಸ್ತವ್ಯಸ್ತವಾಗಿತ್ತು. ನಂತರ ಆಗಮಿಸಿದ ಪೊಲೀಸರು ಇಬ್ಬರನ್ನೂ ಸಮಾಧಾನಪಡಿಸಿ ಠಾಣೆಗೆ ಕರೆದೊಯ್ದಿದ್ದಾರೆ. ಘಟನೆಯ ವಿಡಿಯೋ ಸಾಮಾಜಿಕ ಜಾಲತಾಣಗಳಲ್ಲಿ ವೈರಲ್ ಆಗಿದೆ. ಪ್ರಕರಣ ದಾಖಲಾಗಿದ್ದು ತನಿಖೆ ಮುಂದುವರಿದಿದೆ. (19, 150, 317, 248)
story-3-body-c (1266, 223, 1518, 686)
story-10-headline: 3ನೇ ಬಾರಿಗೆ ಮುಂದೂಡಿಕೆ (384, 1907, 551, 1930)
story-6 (335, 702, 1049, 1236)
story-14-body-a (1225, 1524, 1521, 1572)
story-9-headline: ಹಿಂದಿದೆ ಈ ಕಾರಣ (105, 1525, 218, 1546)
story-1-headline: ವ್ಯಕ್ತಿಗಾಗಿ ನಡು ರಸ್ತೆಯಲ್ಲೇ ಪತ್ನಿ, ಲವರ್ ಹೊಡೆದಾಟ! (32, 96, 304, 145)
story-12-body-2 (625, 2079, 901, 2400)
story-9-text-cont: ಸೇಂಟ್ ವ್ಯಾಲೆಂಟೈನ್ ಹೆಸರಿನ ಪಾದ್ರಿಯ ನೆನಪಿಗಾಗಿ ಫೆಬ್ರವರಿ 14ರಂದು ಪ್ರೇಮಿಗಳ ದಿನ ಆಚರಿಸಲಾಗುತ್ತದೆ. ರೋಮ್ ಸಾಮ್ರಾಜ್ಯದ ಕಾಲದಲ್ಲಿ ಸೈನಿಕರು ಮದುವೆಯಾಗದಂತೆ ನಿಷೇಧ ಹೇರಲಾಗಿತ್ತು. ಇದನ್ನು ವಿರೋಧಿಸಿದ ವ್ಯಾಲೆಂಟೈನ್ ಗುಟ್ಟಾಗಿ ಪ್ರೇಮಿಗಳಿಗೆ ವಿವಾಹ ಮಾಡಿಸುತ್ತಿದ್ದರು. ಇದಕ್ಕಾಗಿ ಅವರಿಗೆ ಮರಣದಂಡನೆ ವಿಧಿಸಲಾಯಿತು. ಅವರ ತ್ಯಾಗದ ನೆನಪಿಗಾಗಿ ಈ ದಿನವನ್ನು ಪ್ರೇಮಿಗಳ ದಿನವಾಗಿ ಆಚರಿಸಲಾಗುತ್ತಿದೆ. ಇ ರೀತಿಯ ಉಡುಗೊರೆ ನೀಡಿ: ವ್ಯಾಲೆಂಟೈನ್ಸ್ ಡೇ ದಿನ ನಿಮ್ಮ ಪ್ರೀತಿ ಪಾತ್ರರಿಗೆ ಉಪಯುಕ್ತ ಉಡುಗೊರೆ ನೀಡಿ. ಫಿಟ್‌ನೆಸ್ ಬ್ಯಾಂಡ್, ಸ್ಮಾರ್ಟ್ ವಾಚ್, ಪುಸ್ತಕಗಳು, ಕೈಯಿಂದ ತಯಾರಿಸಿದ ಉಡುಗೊರೆಗಳು ಸಂಬಂಧವನ್ನು ಮತ್ತಷ್ಟು ಗಟ್ಟಿಗೊಳಿಸುತ್ತವೆ. ಬ್ಲೂಟೂತ್ ಸ್ಪೀಕರ್, ಸುಗಂಧ ದ್ರವ್ಯ, ಫೋಟೋ ಫ್ರೇಮ್‌ಗಳು ಸಹ ಉತ್ತಮ ಆಯ್ಕೆಗಳಾಗಿವೆ. ಸ್ಮಾರ್ಟ್ ಫೋನ್: ನಿಮ್ಮ ಸಂಗಾತಿಗೆ ಸ್ಮಾರ್ಟ್ ಫೋನ್ ನೀಡಬಹುದು. ಕೈಯಿಂದ ತಯಾರಿಸಿದ ಉಡುಗೊರೆ: ನೀವೇ ಸ್ವತಃ ತಯಾರಿಸಿದ ಗ್ರೀಟಿಂಗ್ ಕಾರ್ಡ್, ಚಿತ್ರಕಲೆ, ಕರಕುಶಲ ವಸ್ತುಗಳು ಪ್ರೀತಿಪಾತ್ರರ ಮನಸ್ಸನ್ನು ಗೆಲ್ಲುತ್ತವೆ. ಒಟ್ಟಿಗೆ ಸಮಯ ಕಳೆಯುವುದು: ಪ್ರತಿದಿನದ ಒತ್ತಡದ ಜೀವನದಲ್ಲಿ ಪ್ರೀತಿಪಾತ್ರರೊಂದಿಗೆ ಸಮಯ ಕಳೆಯುವುದೇ ದೊಡ್ಡ ಉಡುಗೊರೆ. (325, 1526, 610, 1671)
story-5-text: ಟೀ ಅಂಗಡಿ ಬಳಿ ಗುರಾಯಿಸಿದ್ದಕ್ಕೆ ರಾಡ್‌ನಿಂದ ತಲೆಗೆ ಹೊಡೆದು ಹತ್ಯೆಗೈದಿರುವ ಘಟನೆ ಬೆಂಗಳೂರಿನ ಕೊಣನಕುಂಟೆ ಬಳಿ ನಡೆದಿದೆ. ಮೃತ ವ್ಯಕ್ತಿಯನ್ನು ನರಸಿಂಹ ಎಂದು ಗುರುತಿಸಲಾಗಿದೆ. ಆರೋಪಿಯು ರಾಡ್‌ನಿಂದ ಹಲ್ಲೆ ನಡೆಸಿ ಪರಾರಿಯಾಗಿದ್ದಾನೆ. ಗಂಭೀರವಾಗಿ ಗಾಯಗೊಂಡ ವ್ಯಕ್ತಿ ಆಸ್ಪತ್ರೆಗೆ ಸಾಗಿಸುವ ಮಾರ್ಗಮಧ್ಯೆ ಮೃತಪಟ್ಟಿದ್ದಾರೆ. ಕೊಣನಕುಂಟೆ ಪೊಲೀಸ್ ಠಾಣೆಯಲ್ಲಿ ಪ್ರಕರಣ ದಾಖಲಾಗಿದೆ. (19, 1172, 318, 1221)
story-7 (1058, 702, 1523, 1510)
story-12-text-2: ಎಂಎಲ್‌ಸಿ ಪ್ರಕರಣ ಸಂಬಂಧ ಪೊಲೀಸರು ಇಬ್ಬರು ಆರೋಪಿಗಳನ್ನು ಬಂಧಿಸಿದ್ದಾರೆ. ಬೆಂಗಳೂರಿನ ವಿವಿಧೆಡೆ ದಾಳಿ ನಡೆಸಿ ಆರೋಪಿಗಳನ್ನು ವಶಕ್ಕೆ ಪಡೆಯಲಾಗಿದೆ. ಬಂಧಿತರಿಂದ ಮೊಬೈಲ್ ಫೋನ್ ಹಾಗೂ ದಾಖಲೆಗಳನ್ನು ಜಪ್ತಿ ಮಾಡಲಾಗಿದೆ. ಘಟನಾ ಸ್ಥಳದಲ್ಲಿ ಸಂಗ್ರಹಿಸಿದ ಸಿಸಿಟಿವಿ ದೃಶ್ಯಾವಳಿಗಳ ಆಧಾರದ ಮೇಲೆ ತನಿಖೆ ನಡೆಸಲಾಗಿದೆ. ಫೆಬ್ರವರಿ 11 ರಂದು ರಾತ್ರಿ 9:45ರ ಸುಮಾರಿಗೆ ಘಟನೆ ನಡೆದಿತ್ತು. ಹೆಚ್ಚಿನ ವಿಚಾರಣೆಗಾಗಿ ಆರೋಪಿಗಳನ್ನು ಪೊಲೀಸ್ ಕಸ್ಟಡಿಗೆ ಪಡೆಯಲಾಗಿದೆ. ವರ್ಷದ ರವಿ ವರದಿ ಪ್ರತಿಕ್ರಿಯೆ: 2024 ರ ಜನವರಿ 12 ರಂದು ನಡೆದ ಘಟನೆಗೆ ಸಂಬಂಧಿಸಿದಂತೆ ಈ ಬೆಳವಣಿಗೆ ನಡೆದಿದೆ. (625, 2079, 901, 2164)
story-14-text-d: ಬೀದರ್ ವಿಶ್ವವಿದ್ಯಾಲಯ 150 ಸಂಯೋಜಿತ ಕಾಲೇಜುಗಳನ್ನು ಹೊಂದಿದೆ. ಹೊಸ ವಿಶ್ವವಿದ್ಯಾಲಯಗಳನ್ನು ಮುಚ್ಚುವ ಸಂಬಂಧ ಸಂಪುಟ ಉಪಸಮಿತಿ ಶಿಫಾರಸು ಮಾಡಿದೆ. ಆರ್ಥಿಕ ಹೊರೆ ಹಿನ್ನೆಲೆಯಲ್ಲಿ ಈ ತೀರ್ಮಾನ ಕೈಗೊಳ್ಳಲಾಗಿದ್ದು, ಮುಂದಿನ ಸಂಪುಟ ಸಭೆಯಲ್ಲಿ ಅಂತಿಮ ನಿರ್ಧಾರ ಹೊರಬೀಳಲಿದೆ. ಯಾವ್ಯಾವ ವಿಶ್ವವಿದ್ಯಾಲಯ ಮುಚ್ಚಲು ನಿರ್ಧಾರ: ಹಾಸನ, ಚಾಮರಾಜನಗರ, ಹಾವೇರಿ, ಕೊಡಗು, ಬಾಗಲಕೋಟೆ, ಮಂಡ್ಯ, ಕೊಪ್ಪಳ, ಬೀದರ್, ಮಹಾರಾಣಿ ಕ್ಲಸ್ಟರ್ ವಿಶ್ವವಿದ್ಯಾಲಯಗಳು ಈ ಪಟ್ಟಿಯಲ್ಲಿವೆ. ವರ: ಸತೀಶ್ ಅವರ ಸ್ನೇಹಿತರು ದೂರು ನೀಡಿದ್ದಾರೆ. ಆರೋಪಿಗಳ ಪತ್ತೆಗೆ ಪೊಲೀಸರು ವಿಶೇಷ ತಂಡ ರಚಿಸಿದ್ದಾರೆ. (1225, 2228, 1521, 2313)
story-13-subhead-1 (914, 1780, 1212, 1795)
story-9-body-cont (322, 1521, 613, 1906)
story-3-headline: ‘ಲಾಂಗೆಸ್ಟ್ ಚೀಫ್ ಮಿನಿಸ್ಟರ್ ಆಫ್ ಕರ್ನಾಟಕ’ ಆಗ್ತೀನಿ ಎಂದ ಸಿದ್ದರಾಮಯ್ಯ (870, 100, 1491, 173)
story-14-tail: ವರ (1361, 2200, 1385, 2223)
story-6-dateline: ಬೆಂಗಳೂರು: (340, 803, 379, 814)
story-14-text-a: ರಾಜ ಮಾತುಕತೆ ಮುಂದಿಟ್ಟು ಮೆಟ್ರೋ ದರ ಇಳಿಕೆಗೆ ಮುಂದಾಗಿದೆ. ಶುಕ್ರವಾರ ಬೆಳಗ್ಗೆ ಹೊಸ ದರ ಜಾರಿಯಾಗಲಿದೆ. ಸಾರ್ವಜನಿಕರ ವಿರೋಧದ ಹಿನ್ನೆಲೆಯಲ್ಲಿ ಬಿಎಂಆರ್‌ಸಿಎಲ್ ಗರಿಷ್ಠ ದರವನ್ನು ಇಳಿಸಲು ತೀರ್ಮಾನಿಸಿದೆ. ಕನಿಷ್ಠ ದರ 10 ರೂಪಾಯಿಯಾಗಿಯೇ ಮುಂದುವರಿಯಲಿದೆ. ಪ್ರಯಾಣಿಕರ ಸಂಖ್ಯೆ ಇಳಿಕೆಯಾಗಿದ್ದರಿಂದ ಈ ನಿರ್ಧಾರ ಕೈಗೊಳ್ಳಲಾಗಿದೆ. (1225, 1524, 1521, 1572)
story-7-text-c: ಮುಜರಾಯಿ, ಕಂದಾಯ ದಾಖಲೆಗಳನ್ನು ಪರಿಶೀಲಿಸಬೇಕು, ಗೆಜೆಟ್ ನೋಟಿಫಿಕೇಷನ್ ಪರಿಗಣಿಸಿ ದಾಖಲೆಗಳ ಆಧಾರದ ಮೇಲೆ ದತ್ತಪೀಠ ವಿವಾದವನ್ನು ಬಗೆಹರಿಸಬೇಕು ಎಂದು ಸಂಸದ ಸಿ.ಟಿ. ರವಿ ಒತ್ತಾಯಿಸಿದ್ದಾರೆ. ದತ್ತಪೀಠ ವಿವಾದ ಬಗ್ಗೆ ದೆಹಲಿಯಲ್ಲಿ ಮಾತನಾಡಿದ ಅವರು, ದತ್ತಾತ್ರೇಯ ಪೀಠ, ಬಾಬಾ ಬುಡನ್‌ಗಿರಿ ದರ್ಗಾ ವಿಚಾರದಲ್ಲಿ ಸುಪ್ರೀಂ ಕೋರ್ಟ್ ವಿಚಾರಣೆಯಲ್ಲಿ ಸರ್ಕಾರ ಸ್ಪಷ್ಟ ನಿಲುವು ತೆಗೆದುಕೊಳ್ಳಬೇಕು. ಹಿಂದೂ ಸಮಾಜದ ಭಾವನೆಗೆ ಧಕ್ಕೆ ತರುವ ಯಾವುದೇ ತೀರ್ಮಾನ ಕೈಗೊಳ್ಳಬಾರದು. ಕ್ರಮಬದ್ಧವಾಗಿ ದಾಖಲೆಗಳ ಪರಿಶೀಲನೆ ನಡೆಯಲಿ. ಕಾಂಗ್ರೆಸ್ ಸರ್ಕಾರ ತುಷ್ಟೀಕರಣ ರಾಜಕಾರಣ ಮಾಡುತ್ತಿದೆ ಎಂದು ಆರೋಪಿಸಿದರು. ಮಾಜಿ ಸಿಎಂ ದೇವರಾಜ ಅರಸು ಕಾಲದ ದಾಖಲೆಗಳಲ್ಲಿ ಸ್ಪಷ್ಟ ಉಲ್ಲೇಖವಿದೆ. 1940ರ ಹಿಂದಿನ ಕಂದಾಯ ದಾಖಲೆಗಳಲ್ಲೂ ಹಿಂದೂ ಪೀಠ ಎಂದೇ ನಮೂದಾಗಿದೆ. ರಾಜ್ಯ ಸರ್ಕಾರ ಈ ಬಗ್ಗೆ ಪ್ರಾಮಾಣಿಕ ತನಿಖೆ ನಡೆಸಲಿ, ಇಲ್ಲದಿದ್ದರೆ ಹೋರಾಟ ಅನಿವಾರ್ಯ ಎಂದು ಎಚ್ಚರಿಸಿದರು. (1063, 1212, 1279, 1369)
story-1-body (11, 147, 325, 406)
story-9-body (15, 1557, 309, 2398)
story-5-headline: ಗುರಾಯಿಸಿದಕ್ಕೆ ರಾಡ್‌ನಿಂದ ತಲೆಗೆ ಹೊಡೆದು ಹತ್ಯೆ (32, 1124, 304, 1168)
story-5-dateline: ಬೆಂಗಳೂರು: (19, 1172, 58, 1185)
story-14-text-c: ಬೀದರ್ ವಿಶ್ವವಿದ್ಯಾಲಯ 150 ಸಂಯೋಜಿತ ಕಾಲೇಜುಗಳನ್ನು ಹೊಂದಿದೆ. ಹೊಸ ವಿಶ್ವವಿದ್ಯಾಲಯಗಳನ್ನು ಮುಚ್ಚುವ ಸಂಬಂಧ ಸಂಪುಟ ಉಪಸಮಿತಿ ಶಿಫಾರಸು ಮಾಡಿದೆ. ಆರ್ಥಿಕ ಹೊರೆ ಹಿನ್ನೆಲೆಯಲ್ಲಿ ಈ ತೀರ್ಮಾನ ಕೈಗೊಳ್ಳಲಾಗಿದ್ದು, ಮುಂದಿನ ಸಂಪುಟ ಸಭೆಯಲ್ಲಿ ಅಂತಿಮ ನಿರ್ಧಾರ ಹೊರಬೀಳಲಿದೆ. ಯಾವ್ಯಾವ ವಿಶ್ವವಿದ್ಯಾಲಯ ಮುಚ್ಚಲು ನಿರ್ಧಾರ: ಹಾಸನ, ಚಾಮರಾಜನಗರ, ಹಾವೇರಿ, ಕೊಡಗು, ಬಾಗಲಕೋಟೆ, ಮಂಡ್ಯ, ಕೊಪ್ಪಳ, ಬೀದರ್, ಮಹಾರಾಣಿ ಕ್ಲಸ್ಟರ್ ವಿಶ್ವವಿದ್ಯಾಲಯಗಳು ಈ ಪಟ್ಟಿಯಲ್ಲಿವೆ. ವರ: ಸತೀಶ್ ಅವರ ಸ್ನೇಹಿತರು ದೂರು ನೀಡಿದ್ದಾರೆ. ಆರೋಪಿಗಳ ಪತ್ತೆಗೆ ಪೊಲೀಸರು ವಿಶೇಷ ತಂಡ ರಚಿಸಿದ್ದಾರೆ. (1225, 1793, 1521, 1877)
masthead (0, 0, 1527, 91)
story-3-text-b: ಅಧಿಕಾರಹಂಚಿಕೆ ಕಾಂಗ್ರೆಸ್ ನಲ್ಲಿ ಸಿಎಂ ಹುದ್ದೆಗಾಗಿ ನಡೆಯುತ್ತಿರುವ ವೈರುಧ್ಯ ದಿನೇ ದಿನೇ ತಾರಕಕ್ಕೇರುತ್ತಿದೆ. ಈ ನಡುವೆ ಸಿಎಂ ಸಿದ್ದರಾಮಯ್ಯ ಅವರು ಅತಿ ಹೆಚ್ಚು ಕಾಲ ಮುಖ್ಯಮಂತ್ರಿಯಾಗಿ ಕಾರ್ಯನಿರ್ವಹಿಸಿದ ದಾಖಲೆ ಬರೆಯುತ್ತೇನೆ ಎಂದು ಹೇಳಿದ್ದಾರೆ. ಪೂರ್ಣ ಅವಧಿಗೆ ನಾನೇ ಮುಖ್ಯಮಂತ್ರಿ, ಹೈಕಮಾಂಡ್ ಈ ಬಗ್ಗೆ ತೀರ್ಮಾನ ಮಾಡುತ್ತದೆ ಎನ್ನುವ ಮೂಲಕ ಅಧಿಕಾರ ಹಸ್ತಾಂತರದ ಚರ್ಚೆಗೆ ತೆರೆ ಎಳೆಯಲು ಯತ್ನಿಸಿದ್ದಾರೆ. ದೇವರಾಜ ಅರಸು ಅವರ ದಾಖಲೆಯನ್ನು ಮುರಿಯುವುದಾಗಿ ಹೇಳಿರುವ ಅವರು, ಜನರ ಆಶೀರ್ವಾದ ಇರುವವರೆಗೂ ಅಧಿಕಾರದಲ್ಲಿ ಮುಂದುವರಿಯುತ್ತೇನೆ ಎಂದಿದ್ದಾರೆ. ಉಪಮುಖ್ಯಮಂತ್ರಿ ಡಿ.ಕೆ. ಶಿವಕುಮಾರ್ ಬಣದಲ್ಲಿ ಈ ಹೇಳಿಕೆ ಅಸಮಾಧಾನ ಮೂಡಿಸಿದೆ. ಶಾಸಕರ ಬೆಂಬಲ ತಮಗೇ ಇದೆ ಎಂದು ಸಿಎಂ ಆಪ್ತರು ಹೇಳುತ್ತಿದ್ದಾರೆ. ಸಚಿವ ಸಂಪುಟ ಪುನರ್ರಚನೆ ವಿಷಯವೂ ಹೈಕಮಾಂಡ್ ಅಂಗಳದಲ್ಲಿದೆ. ಪಕ್ಷದೊಳಗಿನ ಭಿನ್ನಾಭಿಪ್ರಾಯಗಳನ್ನು ಬಹಿರಂಗವಾಗಿ ಚರ್ಚಿಸದಂತೆ ಹೈಕಮಾಂಡ್ ಸೂಚಿಸಿದೆ. ಮುಂಬರುವ ದಿನಗಳಲ್ಲಿ ರಾಜಕೀಯ ಬೆಳವಣಿಗೆಗಳು ಕುತೂಹಲ ಮೂಡಿಸಿವೆ. (1046, 440, 1258, 621)
story-4-text: ಪ್ರಯಾಗರಾಜ್‌ನಲ್ಲಿ ನಡೆಯುತ್ತಿರುವ ಮಹಾ ಕುಂಭಮೇಳದಲ್ಲಿ ಮಾಜಿ ಸಚಿವ ರಮೇಶ್ ಜಾರಕಿಹೊಳಿ ಭಾಗಿಯಾಗಿ ತ್ರಿವೇಣಿ ಸಂಗಮದಲ್ಲಿ ಬುಧವಾರ ಪುಣ್ಯಸ್ನಾನ ಮಾಡಿದರು. ವಿಜಯೇಂದ್ರ ವಿರುದ್ಧ ಬಣ ರಾಜಕೀಯದ ನಡುವೆ ಅವರು ಕುಟುಂಬ ಸಮೇತ ಕುಂಭಮೇಳಕ್ಕೆ ತೆರಳಿದ್ದರು. 144 ವರ್ಷಗಳಿಗೆ ಒಮ್ಮೆ ಬರುವ ಮಹಾ ಕುಂಭಮೇಳದಲ್ಲಿ ದೇಶದ ವಿವಿಧ ಭಾಗಗಳಿಂದ ಕೋಟ್ಯಂತರ ಭಕ್ತರು ಭಾಗವಹಿಸುತ್ತಿದ್ದಾರೆ. ಜನವರಿ 13 ರಿಂದ ಆರಂಭವಾದ ಕುಂಭಮೇಳ ಫೆಬ್ರವರಿ 26ರವರೆಗೆ ನಡೆಯಲಿದೆ. ರಾಜ್ಯದ ಹಲವು ನಾಯಕರೂ ಪುಣ್ಯಸ್ನಾನ ಮಾಡಿದ್ದಾರೆ. (19, 779, 318, 852)
story-10 (322, 1905, 613, 2233)
weekday: ಶುಕ್ರವಾರ (166, 53, 200, 66)
story-13-sub1: ಸಮುದ್ರ ಗಸ್ತು ಕಾರ್ಯಾಚರಣೆಗೆ ಭಾರಿ ಹೊಡೆತ (914, 1780, 1052, 1791)
story-2-headline: ಬೆಂಗಳೂರಲ್ಲಿ ಹೆಂಡತಿಯ ಬಾಯಿಗೆ ಅಂಟು ಸುರಿದು ಕೊಲ್ಲಲು ಯತ್ನಿಸಿದ ಗಂಡ (367, 95, 797, 157)
story-7-body-c (1063, 1212, 1279, 1503)
story-4-body (11, 778, 325, 1088)
story-13-new-order: ಹೊಸ ಆದೇಶ (1020, 1750, 1107, 1773)
paper-name: ಸಂಜೆ ಮುಗಿಲು (101, 15, 242, 48)
story-4-headline: ಮಹಾ ಕುಂಭಮೇಳದಲ್ಲಿ ರಮೇಶ್ ಜಾರಕಿಹೊಳಿ ಭಾಗಿ ತ್ರಿವೇಣಿ ಸಂಗಮದಲ್ಲಿ ಪುಣ್ಯಸ್ನಾನ (19, 732, 317, 773)
story-8 (335, 1244, 1049, 1510)
story-7-headline: ದತ್ತಪೀಠ ವಿವಾದ; ಭೂ ದಾಖಲೆಗಳ ಆಧಾರದ ಮೇಲೆ ವಿವಾದ ಬಗೆಹರಿಯಲಿ (1080, 706, 1501, 764)
story-13-text-b: ಆರೋಪ ಕೇಳಿ ಬಂದಿತ್ತು. ಬಾಗಲ್ಕೋಟೆ ಜಿಲ್ಲೆಯ ಬೀಳಗಿ ತಾಲೂಕಿನ ಕರಾವಳಿ ಕಾವಲು ಪೊಲೀಸ್ ಪಡೆಯ ಕಾರ್ಯಾಚರಣೆ ಸ್ಥಗಿತಗೊಂಡಿದೆ. ಸಮುದ್ರ ಗಸ್ತು ಕಾರ್ಯಾಚರಣೆಗೆ ಭಾರಿ ಹೊಡೆತ: ಕರಾವಳಿ ತೀರದಲ್ಲಿ ಗಸ್ತು ತಿರುಗಲು ಬಳಸುವ ಹತ್ತಕ್ಕೂ ಹೆಚ್ಚು ದೋಣಿಗಳು ಇಂಧನ ಕೊರತೆಯಿಂದ ನಿಂತಿವೆ. ಇದರಿಂದ ಕರಾವಳಿ ಭದ್ರತೆಗೆ ಧಕ್ಕೆ ಉಂಟಾಗುವ ಆತಂಕ ವ್ಯಕ್ತವಾಗಿದೆ. ಪ್ರತಿದಿನ 10 ರಿಂದ 15 ಸಾವಿರ ಲೀಟರ್ ಇಂಧನ ಬೇಕಾಗುತ್ತದೆ. ಕಳೆದ ಐದು ತಿಂಗಳಿಂದ ಇಂಧನ ಪೂರೈಕೆಯ ಬಾಕಿ ಹಣ ಪಾವತಿಯಾಗಿಲ್ಲ. ಸಮುದ್ರ ಪೊಲೀಸ್ ವಾಹನಗಳಿಗೆ ಇಂಧನ: ಕೇರಳ ಮತ್ತು ಗೋವಾ ರಾಜ್ಯಗಳಲ್ಲಿ ಸರ್ಕಾರವೇ ನೇರವಾಗಿ ಇಂಧನ ಒದಗಿಸುತ್ತಿದ್ದು, ಕರ್ನಾಟಕದಲ್ಲಿ ಟೆಂಡರ್ ಪ್ರಕ್ರಿಯೆ ವಿಳಂಬವಾಗಿದೆ. ಮಲ್ಪೆ, ಕಾರವಾರ, ಭಟ್ಕಳ, ಕುಂದಾಪುರ ಮುಂತಾದ ಠಾಣೆಗಳ ಬೋಟ್‌ಗಳು ದಡದಲ್ಲೇ ನಿಂತಿವೆ. ಸರ್ಕಾರ ಶೀಘ್ರ ಕ್ರಮ ಕೈಗೊಳ್ಳಬೇಕು ಎಂದು ಮೀನುಗಾರರು ಆಗ್ರಹಿಸಿದ್ದಾರೆ. (914, 1796, 1212, 1905)
story-12 (623, 1521, 903, 2403)
story-6-text-b: ಬೆಂಗಳೂರು ಅಭಿವೃದ್ಧಿ ಇಲಾಖೆ ಸಚಿವರ ಬದಲಾವಣೆಗೆ ಆಗ್ರಹಿಸಿ ರಾಜರಾಜೇಶ್ವರಿ ನಗರ ಶಾಸಕ ಮುನಿರತ್ನ ಅವರು ಸಿಎಂ ಸಿದ್ದರಾಮಯ್ಯ ಅವರಿಗೆ ಪತ್ರ ಬರೆದಿದ್ದಾರೆ. ಬೆಂಗಳೂರಿನ ರಸ್ತೆಗಳ ದುಸ್ಥಿತಿ, ಕಸ ವಿಲೇವಾರಿ ಸಮಸ್ಯೆ ಹಾಗೂ ಕಾಮಗಾರಿಗಳ ವಿಳಂಬದ ಬಗ್ಗೆ ಪತ್ರದಲ್ಲಿ ಪ್ರಸ್ತಾಪಿಸಿದ್ದಾರೆ. 2 ವರ್ಷಗಳ ಅವಧಿಯಲ್ಲಿ ನಗರದ ಅಭಿವೃದ್ಧಿ ಕುಂಠಿತಗೊಂಡಿದೆ ಎಂದು ಆರೋಪಿಸಿದ್ದಾರೆ. ಫೈವ್ ಸ್ಟಾರ್ ಹೋಟೆಲ್‌ಗಳಲ್ಲಿ ವ್ಯವಹಾರ ಕುದುರಿಸಲಾಗುತ್ತಿದೆ, ಅನುದಾನ ಹಂಚಿಕೆಯಲ್ಲಿ ತಾರತಮ್ಯ ಮಾಡಲಾಗುತ್ತಿದೆ ಎಂದು ದೂರಿದ್ದಾರೆ. ಕಸ ವಿಲೇವಾರಿ ಗುತ್ತಿಗೆ, ಟೆಂಡರ್ ಪ್ರಕ್ರಿಯೆಯಲ್ಲಿನ ಅಕ್ರಮಗಳ ಬಗ್ಗೆ ತನಿಖೆ ನಡೆಸಬೇಕು. ಈ ಸಂಬಂಧ ಅಗತ್ಯ ದಾಖಲೆಗಳನ್ನು ನೀಡಲು ಸಿದ್ಧ ಎಂದು ಮುನಿರತ್ನ ತಿಳಿಸಿದ್ದಾರೆ. ಪತ್ರದ ಪ್ರತಿಯನ್ನು ರಾಜ್ಯಪಾಲರಿಗೂ ಕಳುಹಿಸಿದ್ದಾರೆ. ಅಟ್ರಾಸಿಟಿ ಕೇಸ್ ದಾಖಲಾಗಿದೆ: ತಮ್ಮ ವಿರುದ್ಧ ರಾಜಕೀಯ ದ್ವೇಷದಿಂದ ಪ್ರಕರಣಗಳನ್ನು ದಾಖಲಿಸಲಾಗಿದೆ ಎಂದು ಅವರು ಆರೋಪಿಸಿದ್ದಾರೆ. (511, 1023, 848, 1131)
story-14-body-c (1225, 1793, 1521, 2198)
story-11-body (322, 2265, 613, 2401)
story-4 (11, 728, 325, 1118)
story-8-dateline: ಚಿಕ್ಕಬಳ್ಳಾಪುರ: (340, 1298, 383, 1309)
story-2-text: ಬೆಂಗಳೂರಿನ ವ್ಯಕ್ತಿಯೊಬ್ಬರು ತನ್ನ ಹೆಂಡತಿ ಬೆರೆರೊಬ್ಬರೊಂದಿಗೆ ಅಕ್ರಮ ಸಂಬಂಧ ಹೊಂದಿದ್ದಾಳೆ ಎಂಬ ಅನುಮಾನದಲ್ಲಿ ಆಕೆಯನ್ನು ಕೊಲೆ ಮಾಡಲು ಪ್ಲಾನ್ ಮಾಡಿರುವ ಘಟನೆ ನಡೆದಿದೆ. ಬೆಂಗಳೂರಿನ ಹರೋಹಳ್ಳಿ ತಾಲೂಕಿನಲ್ಲಿ ಘಟನೆ ನಡೆದಿದ್ದು ಆರೋಪಿ ಸಿದ್ದಲಿಂಗ ಸ್ವಾಮಿ ಎಂದು ಗುರುತಿಸಲಾಗಿದೆ. ಹೆಂಡತಿಯ ಬಾಯಿಗೆ ಅಂಟು ಸುರಿದು ಕೊಲೆ ಮಾಡಲು ಯತ್ನಿಸಿದ್ದಾನೆ. ಕೊಲೆ ಯತ್ನದ ಬಳಿಕ ಆಕೆಯನ್ನು ಮನೆಯಲ್ಲೇ ಬಿಟ್ಟು ಪರಾರಿಯಾಗಿದ್ದ. ಸ್ಥಳೀಯರು ನೀಡಿದ ಮಾಹಿತಿ ಮೇರೆಗೆ ಪೊಲೀಸರು ಸ್ಥಳಕ್ಕೆ ಆಗಮಿಸಿ ಮಹಿಳೆಯನ್ನು ಆಸ್ಪತ್ರೆಗೆ ದಾಖಲಿಸಿದ್ದಾರೆ. ಸಿದ್ದಲಿಂಗ ಸ್ವಾಮಿ ಮತ್ತು ಮಂಜುಳಾ 33 ವರ್ಷದ ಹಿಂದೆ ಮದುವೆಯಾಗಿದ್ದರು. ಆರೋಪಿಯನ್ನು ಬಂಧಿಸಲು ಪೊಲೀಸರು ಶೋಧ ನಡೆಸುತ್ತಿದ್ದಾರೆ. ನೆರೆಹೊರೆಯವರ ಸಹಾಯದಿಂದ ಮಹಿಳೆಯ ಪ್ರಾಣ ಉಳಿದಿದ್ದು, ಅವರು ಚಿಕಿತ್ಸೆ ಪಡೆಯುತ್ತಿದ್ದಾರೆ. ಹರೋಹಳ್ಳಿ ಪೊಲೀಸ್ ಠಾಣೆಯಲ್ಲಿ ಪ್ರಕರಣ ದಾಖಲಾಗಿದೆ. (340, 194, 503, 400)
story-8-body (340, 1298, 1044, 1505)
story-7-body-d (1287, 1293, 1518, 1503)
story-1-photo (18, 434, 319, 602)
story-10-body (322, 1933, 613, 2228)
story-9-text: ಸೇಂಟ್ ವ್ಯಾಲೆಂಟೈನ್ ಹೆಸರಿನ ಪಾದ್ರಿಯ ನೆನಪಿಗಾಗಿ ಫೆಬ್ರವರಿ 14ರಂದು ಪ್ರೇಮಿಗಳ ದಿನ ಆಚರಿಸಲಾಗುತ್ತದೆ. ರೋಮ್ ಸಾಮ್ರಾಜ್ಯದ ಕಾಲದಲ್ಲಿ ಸೈನಿಕರು ಮದುವೆಯಾಗದಂತೆ ನಿಷೇಧ ಹೇರಲಾಗಿತ್ತು. ಇದನ್ನು ವಿರೋಧಿಸಿದ ವ್ಯಾಲೆಂಟೈನ್ ಗುಟ್ಟಾಗಿ ಪ್ರೇಮಿಗಳಿಗೆ ವಿವಾಹ ಮಾಡಿಸುತ್ತಿದ್ದರು. ಇದಕ್ಕಾಗಿ ಅವರಿಗೆ ಮರಣದಂಡನೆ ವಿಧಿಸಲಾಯಿತು. ಅವರ ತ್ಯಾಗದ ನೆನಪಿಗಾಗಿ ಈ ದಿನವನ್ನು ಪ್ರೇಮಿಗಳ ದಿನವಾಗಿ ಆಚರಿಸಲಾಗುತ್ತಿದೆ. ಇ ರೀತಿಯ ಉಡುಗೊರೆ ನೀಡಿ: ವ್ಯಾಲೆಂಟೈನ್ಸ್ ಡೇ ದಿನ ನಿಮ್ಮ ಪ್ರೀತಿ ಪಾತ್ರರಿಗೆ ಉಪಯುಕ್ತ ಉಡುಗೊರೆ ನೀಡಿ. ಫಿಟ್‌ನೆಸ್ ಬ್ಯಾಂಡ್, ಸ್ಮಾರ್ಟ್ ವಾಚ್, ಪುಸ್ತಕಗಳು, ಕೈಯಿಂದ ತಯಾರಿಸಿದ ಉಡುಗೊರೆಗಳು ಸಂಬಂಧವನ್ನು ಮತ್ತಷ್ಟು ಗಟ್ಟಿಗೊಳಿಸುತ್ತವೆ. ಬ್ಲೂಟೂತ್ ಸ್ಪೀಕರ್, ಸುಗಂಧ ದ್ರವ್ಯ, ಫೋಟೋ ಫ್ರೇಮ್‌ಗಳು ಸಹ ಉತ್ತಮ ಆಯ್ಕೆಗಳಾಗಿವೆ. ಸ್ಮಾರ್ಟ್ ಫೋನ್: ನಿಮ್ಮ ಸಂಗಾತಿಗೆ ಸ್ಮಾರ್ಟ್ ಫೋನ್ ನೀಡಬಹುದು. ಕೈಯಿಂದ ತಯಾರಿಸಿದ ಉಡುಗೊರೆ: ನೀವೇ ಸ್ವತಃ ತಯಾರಿಸಿದ ಗ್ರೀಟಿಂಗ್ ಕಾರ್ಡ್, ಚಿತ್ರಕಲೆ, ಕರಕುಶಲ ವಸ್ತುಗಳು ಪ್ರೀತಿಪಾತ್ರರ ಮನಸ್ಸನ್ನು ಗೆಲ್ಲುತ್ತವೆ. ಒಟ್ಟಿಗೆ ಸಮಯ ಕಳೆಯುವುದು: ಪ್ರತಿದಿನದ ಒತ್ತಡದ ಜೀವನದಲ್ಲಿ ಪ್ರೀತಿಪಾತ್ರರೊಂದಿಗೆ ಸಮಯ ಕಳೆಯುವುದೇ ದೊಡ್ಡ ಉಡುಗೊರೆ. (15, 1557, 309, 1702)
story-13-sub2: ಸಮುದ್ರ ಪೊಲೀಸ್ ವಾಹನಗಳಿಗೆ ಇಂಧನ (914, 2075, 1033, 2086)
masthead-rule (6, 89, 1521, 90)
story-11-text: ಬಾಂಗ್ಲಾದೇಶದ ವಿಚಾರವನ್ನು ಪ್ರಧಾನಿ ಮೋದಿ ನೋಡಿಕೊಳ್ಳುತ್ತಾರೆ ಎಂದು ಅಮೆರಿಕ ಅಧ್ಯಕ್ಷ ಡೊನಾಲ್ಡ್ ಟ್ರಂಪ್ ಹೇಳಿದ್ದಾರೆ. ವಾಷಿಂಗ್ಟನ್‌ನಲ್ಲಿ ನಡೆದ ಜಂಟಿ ಸುದ್ದಿಗೋಷ್ಠಿಯಲ್ಲಿ ಅವರು ಈ ಹೇಳಿಕೆ ನೀಡಿದ್ದಾರೆ. (325, 2266, 610, 2302)
story-13 (913, 1521, 1214, 2403)
